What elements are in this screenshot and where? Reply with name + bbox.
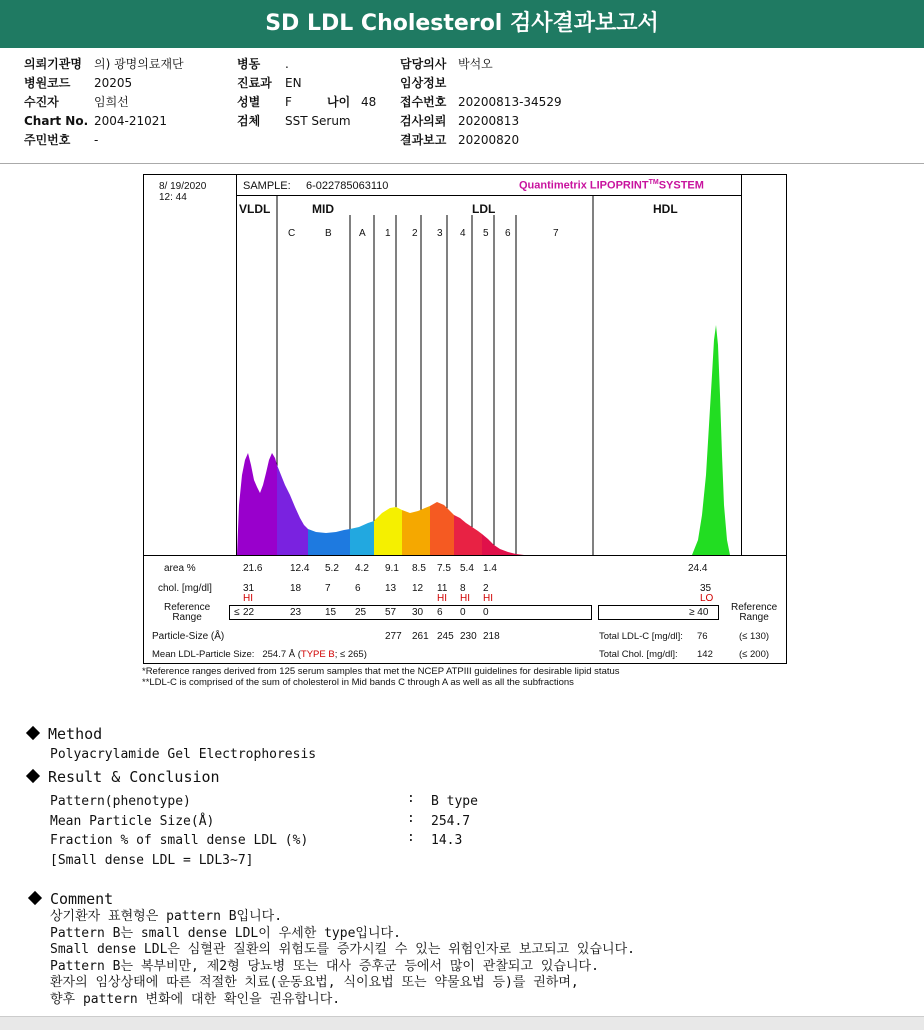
chol-flag: HI	[437, 593, 447, 604]
patient-info-col3	[400, 55, 562, 150]
diamond-bullet-icon	[26, 768, 40, 782]
band-label-4: 4	[460, 228, 466, 239]
info-label: 주민번호	[24, 133, 71, 147]
brand-suffix: SYSTEM	[658, 179, 704, 192]
chol-value: 18	[290, 583, 302, 594]
ref-range-box-left	[229, 605, 592, 620]
comment-line: 향후 pattern 변화에 대한 확인을 권유합니다.	[50, 991, 341, 1007]
peak-b	[308, 529, 350, 555]
chol-value: 31	[243, 583, 255, 594]
result-note: [Small dense LDL = LDL3~7]	[50, 853, 254, 868]
peak-3	[430, 502, 454, 555]
result-label-size: Mean Particle Size(Å)	[50, 814, 215, 829]
area-value: 5.4	[460, 563, 474, 574]
comment-heading	[30, 890, 113, 908]
particle-size-value: 218	[483, 631, 500, 642]
footnote-1: *Reference ranges derived from 125 serum samples that met the NCEP ATPIII guidelines for desirable lipid status	[142, 666, 620, 677]
ref-value: 0	[483, 607, 489, 618]
info-label: 성별	[237, 95, 261, 109]
info-label: 결과보고	[400, 133, 447, 147]
ref-value: 30	[412, 607, 424, 618]
section-hdl: HDL	[653, 202, 678, 216]
area-value: 5.2	[325, 563, 339, 574]
method-heading-text: Method	[48, 725, 103, 743]
hdl-ref: ≥ 40	[689, 607, 709, 618]
peak-fills	[237, 325, 730, 555]
ref-value: 57	[385, 607, 397, 618]
result-sep: :	[407, 830, 415, 845]
sample-id: 6-022785063110	[306, 180, 389, 192]
info-value: .	[285, 57, 289, 71]
header-divider	[0, 163, 924, 164]
result-heading	[28, 768, 220, 786]
patient-info-col2	[237, 55, 376, 131]
band-label-c: C	[288, 228, 296, 239]
info-value: 20205	[94, 76, 133, 90]
info-value: 20200813-34529	[458, 95, 562, 109]
section-mid: MID	[312, 202, 334, 216]
row-label-ref-right: Reference Range	[731, 602, 778, 623]
chol-value: 11	[437, 583, 448, 594]
row-label-ref: Reference Range	[164, 602, 211, 623]
particle-size-value: 277	[385, 631, 402, 642]
hdl-chol: 35	[700, 583, 712, 594]
chol-flag: HI	[243, 593, 253, 604]
particle-size-value: 230	[460, 631, 477, 642]
info-label: 검체	[237, 114, 261, 128]
band-label-3: 3	[437, 228, 443, 239]
comment-heading-text: Comment	[50, 890, 114, 908]
chol-flag: HI	[460, 593, 470, 604]
chol-value: 13	[385, 583, 397, 594]
comment-line: Pattern B는 small dense LDL이 우세한 type입니다.	[50, 925, 401, 941]
band-label-5: 5	[483, 228, 489, 239]
age-label: 나이	[327, 95, 351, 109]
brand-tm: TM	[648, 179, 659, 186]
peak-c	[277, 465, 308, 555]
result-value-pattern: B type	[431, 794, 478, 809]
total-ldl-label: Total LDL-C [mg/dl]:	[599, 631, 683, 642]
info-value: -	[94, 133, 99, 147]
mean-size-line: Mean LDL-Particle Size: 254.7 Å (TYPE B; ≤ 265)	[152, 649, 367, 660]
total-chol-label: Total Chol. [mg/dl]:	[599, 649, 678, 660]
ref-value: 0	[460, 607, 466, 618]
info-value: EN	[285, 76, 302, 90]
area-value: 1.4	[483, 563, 497, 574]
result-sep: :	[407, 811, 415, 826]
section-ldl: LDL	[472, 202, 496, 216]
total-ldl-value: 76	[697, 631, 708, 642]
result-heading-text: Result & Conclusion	[48, 768, 220, 786]
info-value: 20200813	[458, 114, 520, 128]
hdl-area: 24.4	[688, 563, 708, 574]
sample-label: SAMPLE:	[243, 180, 291, 192]
mean-size-limit: ≤ 265	[340, 649, 364, 660]
info-label: 접수번호	[400, 95, 447, 109]
info-value: 2004-21021	[94, 114, 168, 128]
ref-value: 22	[243, 607, 255, 618]
peak-5	[482, 534, 524, 555]
result-label-pattern: Pattern(phenotype)	[50, 794, 191, 809]
brand-name: Quantimetrix LIPOPRINT	[519, 179, 649, 192]
band-label-b: B	[325, 228, 332, 239]
hdl-flag: LO	[700, 593, 714, 604]
comment-line: Pattern B는 복부비만, 제2형 당뇨병 또는 대사 증후군 등에서 많이 관찰되고 있습니다.	[50, 958, 599, 974]
info-value: 의) 광명의료재단	[94, 57, 184, 71]
peak-1	[374, 507, 402, 555]
chol-flag: HI	[483, 593, 493, 604]
info-label: 담당의사	[400, 57, 447, 71]
patient-info-col1	[24, 55, 184, 150]
ref-value: 6	[437, 607, 443, 618]
info-label: 임상정보	[400, 76, 447, 90]
info-value: SST Serum	[285, 114, 351, 128]
particle-size-value: 261	[412, 631, 429, 642]
report-title: SD LDL Cholesterol 검사결과보고서	[0, 0, 924, 48]
comment-line: Small dense LDL은 심혈관 질환의 위험도를 증가시킬 수 있는 위험인자로 보고되고 있습니다.	[50, 942, 635, 957]
particle-size-value: 245	[437, 631, 454, 642]
row-label-area: area %	[164, 563, 196, 574]
electropherogram	[144, 175, 786, 575]
total-chol-limit: (≤ 200)	[739, 649, 770, 660]
method-text: Polyacrylamide Gel Electrophoresis	[50, 747, 317, 762]
peak-vldl	[237, 453, 277, 555]
chart-time: 12: 44	[159, 192, 187, 203]
info-value: 임희선	[94, 95, 129, 109]
area-value: 21.6	[243, 563, 263, 574]
info-label: Chart No.	[24, 114, 89, 128]
chol-value: 6	[355, 583, 361, 594]
ref-value: 23	[290, 607, 302, 618]
window-bottom-bar	[0, 1016, 924, 1030]
mean-size-type: TYPE B	[300, 649, 335, 660]
band-label-7: 7	[553, 228, 559, 239]
mean-size-value: 254.7 Å	[262, 649, 296, 660]
section-vldl: VLDL	[239, 202, 271, 216]
band-dividers	[277, 195, 593, 555]
ref-value: 25	[355, 607, 367, 618]
comment-body	[50, 909, 635, 1008]
band-label-2: 2	[412, 228, 418, 239]
result-value-size: 254.7	[431, 814, 471, 829]
band-label-6: 6	[505, 228, 511, 239]
comment-line: 환자의 임상상태에 따른 적절한 치료(운동요법, 식이요법 또는 약물요법 등)를 권하며,	[50, 975, 579, 990]
band-label-1: 1	[385, 228, 391, 239]
footnote-2: **LDL-C is comprised of the sum of cholesterol in Mid bands C through A as well as all the subfractions	[142, 677, 574, 688]
result-sep: :	[407, 791, 415, 806]
total-ldl-limit: (≤ 130)	[739, 631, 770, 642]
area-value: 8.5	[412, 563, 426, 574]
chol-value: 12	[412, 583, 424, 594]
peak-a	[350, 521, 374, 555]
chart-date: 8/ 19/2020	[159, 181, 207, 192]
age-value: 48	[361, 95, 377, 109]
data-rows-top-rule	[144, 555, 786, 556]
info-label: 검사의뢰	[400, 114, 447, 128]
chol-value: 8	[460, 583, 466, 594]
info-label: 의뢰기관명	[24, 57, 82, 71]
info-label: 진료과	[237, 76, 272, 90]
total-chol-value: 142	[697, 649, 713, 660]
ref-prefix: ≤	[234, 607, 240, 618]
area-value: 9.1	[385, 563, 399, 574]
chol-value: 2	[483, 583, 489, 594]
mean-size-label: Mean LDL-Particle Size:	[152, 649, 255, 660]
area-value: 4.2	[355, 563, 369, 574]
peak-2	[402, 506, 430, 555]
area-value: 12.4	[290, 563, 310, 574]
info-value: 박석오	[458, 57, 493, 71]
result-value-fraction: 14.3	[431, 833, 463, 848]
info-value: 20200820	[458, 133, 520, 147]
info-label: 병원코드	[24, 76, 71, 90]
info-label: 수진자	[24, 95, 59, 109]
chol-value: 7	[325, 583, 331, 594]
peak-4	[454, 515, 482, 555]
result-label-fraction: Fraction % of small dense LDL (%)	[50, 833, 309, 848]
method-heading	[28, 725, 102, 743]
area-value: 7.5	[437, 563, 451, 574]
diamond-bullet-icon	[28, 890, 42, 904]
comment-line: 상기환자 표현형은 pattern B입니다.	[50, 909, 283, 924]
peak-hdl	[692, 325, 730, 555]
ref-value: 15	[325, 607, 337, 618]
info-value: F	[285, 95, 292, 109]
row-label-chol: chol. [mg/dl]	[158, 583, 212, 594]
diamond-bullet-icon	[26, 725, 40, 739]
band-label-a: A	[359, 228, 366, 239]
row-label-particle: Particle-Size (Å)	[152, 631, 225, 642]
info-label: 병동	[237, 57, 261, 71]
lipoprint-chart	[143, 174, 787, 664]
